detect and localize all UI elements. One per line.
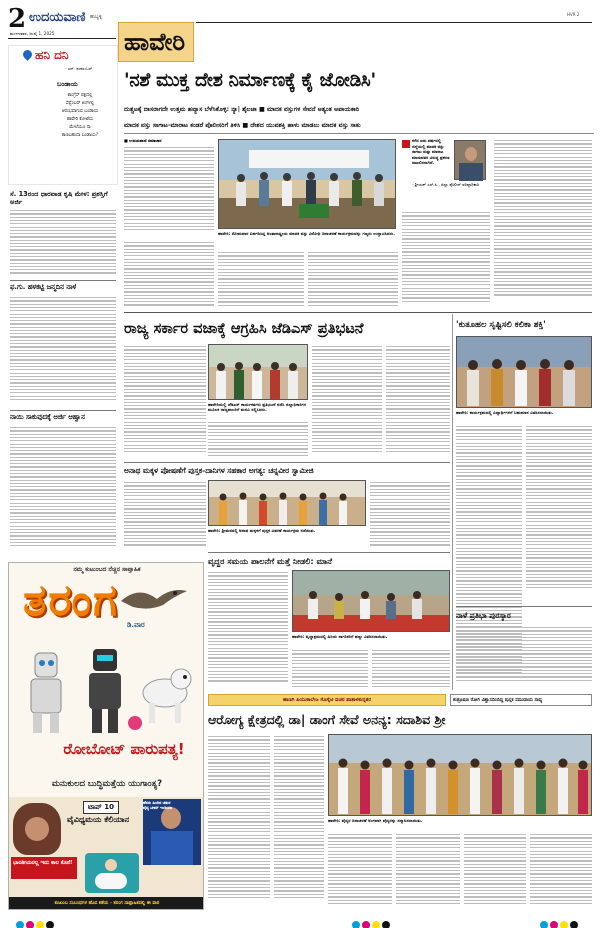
quote-author: - ಶ್ರೀಯಶ್ ಎಸ್.ಪಿ., ಜಿಲ್ಲಾ ಪೊಲೀಸ್ ವರಿಷ್ಠಾಧಿಕಾರಿ bbox=[412, 182, 479, 187]
ad-tagline: ನಮ್ಮ ಕುಟುಂಬದ ನೆಚ್ಚಿನ ಸಾಪ್ತಾಹಿಕ bbox=[73, 566, 141, 573]
poem-body bbox=[45, 92, 115, 140]
orphan-text-col1 bbox=[124, 480, 206, 550]
elders-text-col2 bbox=[292, 648, 368, 692]
side-label-text: ಭಾರತೀಯರಲ್ಲ ಇದು ಕಾಲ ಕೊನೆ! bbox=[13, 860, 73, 866]
strip-right bbox=[450, 694, 592, 706]
hani-dani-author: - ಎನ್. ಶಂಕರಂಬರ್ bbox=[65, 66, 93, 71]
yoga-art bbox=[85, 853, 139, 893]
poem-line: ಮೇಲೆಯೂ ನಾ bbox=[69, 125, 91, 130]
brief-halakatti-text bbox=[10, 295, 116, 407]
pull-quote-text: ಕಳೆದ ಐದು ವರ್ಷದಲ್ಲಿ ಜಿಲ್ಲೆಯಲ್ಲಿ ಮಾದಕ ವಸ್ತು ಸಾಗಾಟ ಮತ್ತು ಮಾರಾಟ ಮಾಡುವವರ ವಿರುದ್ಧ ಪ್ರಕರಣ ದಾಖಲಿಸಲಾಗಿದೆ. bbox=[412, 138, 450, 165]
face-art bbox=[13, 803, 61, 855]
brief-halakatti-headline: ಫ.ಗು. ಹಳಕಟ್ಟಿ ಜನ್ಮದಿನ ನಾಳೆ bbox=[10, 283, 77, 291]
lead-headline: 'ನಶೆ ಮುಕ್ತ ದೇಶ ನಿರ್ಮಾಣಕ್ಕೆ ಕೈ ಜೋಡಿಸಿ' bbox=[124, 70, 376, 91]
orphan-photo-figures bbox=[209, 481, 366, 526]
brief-dog-license-headline: ನಾಯಿ ಸಾಕುವುದಕ್ಕೆ ಅರ್ಜಿ ಆಹ್ವಾನ bbox=[10, 413, 85, 421]
top10-badge: ಟಾಪ್ 10 bbox=[83, 801, 119, 814]
orphan-caption: ಹಾವೇರಿ: ಶ್ರೀಮಠದಲ್ಲಿ ಅನಾಥ ಮಕ್ಕಳಿಗೆ ಪುಸ್ತಕ ವಿತರಣೆ ಕಾರ್ಯಕ್ರಮ ನಡೆಯಿತು. bbox=[208, 528, 316, 533]
orphan-top-rule bbox=[124, 462, 450, 463]
ad-brand-sub: ಡಿ.ವಾರ bbox=[127, 621, 145, 629]
page-code: HVR 2 bbox=[567, 12, 580, 17]
quote-author-photo bbox=[454, 140, 486, 180]
elders-text-col3 bbox=[372, 648, 450, 692]
lead-text-col2 bbox=[218, 250, 304, 310]
health-text-col1 bbox=[208, 734, 270, 910]
side-label bbox=[11, 857, 77, 879]
kutuhala-photo-figures bbox=[457, 337, 592, 408]
jds-photo bbox=[208, 344, 308, 400]
lead-bottom-rule bbox=[124, 312, 592, 313]
pratibha-text bbox=[456, 625, 592, 687]
elders-photo-figures bbox=[293, 571, 450, 632]
robots-illustration bbox=[15, 643, 199, 735]
lead-photo-figures bbox=[219, 140, 396, 229]
left-divider-2 bbox=[10, 410, 116, 411]
pratibha-headline: ನಾಳೆ ಪ್ರತಿಭಾ ಪುರಸ್ಕಾರ bbox=[456, 611, 511, 620]
left-divider-1 bbox=[10, 280, 116, 281]
elders-top-rule bbox=[208, 552, 450, 553]
masthead-rule bbox=[8, 38, 116, 39]
kutuhala-text-col2 bbox=[526, 424, 592, 604]
jds-caption: ಹಾವೇರಿಯಲ್ಲಿ ಜೆಡಿಎಸ್ ಕಾರ್ಯಕರ್ತರು ಪ್ರತಿಭಟನೆ ನಡೆಸಿ ಜಿಲ್ಲಾಧಿಕಾರಿಗಳ ಮೂಲಕ ರಾಜ್ಯಪಾಲರಿಗೆ ಮನವಿ ಸಲ್ಲಿಸಿದರು. bbox=[208, 402, 307, 412]
registration-marks-left bbox=[16, 914, 56, 928]
elders-caption: ಹಾವೇರಿ: ವೃದ್ಧಾಶ್ರಮದಲ್ಲಿ ಹಿರಿಯ ನಾಗರಿಕರಿಗೆ ಹಣ್ಣು ವಿತರಿಸಲಾಯಿತು. bbox=[292, 634, 388, 639]
hani-dani-title: ಹನಿ ದನಿ bbox=[35, 48, 69, 62]
jds-text-col1 bbox=[124, 344, 206, 460]
paper-name: ಉದಯವಾಣಿ bbox=[29, 10, 86, 25]
lead-subhead-rule bbox=[124, 133, 594, 134]
bird-illustration bbox=[119, 581, 189, 619]
hani-dani-box bbox=[8, 45, 118, 185]
elders-text-col1 bbox=[208, 570, 288, 690]
health-headline: ಆರೋಗ್ಯ ಕ್ಷೇತ್ರದಲ್ಲಿ ಡಾ| ಡಾಂಗೆ ಸೇವೆ ಅನನ್ಯ: ಸದಾಶಿವ ಶ್ರೀ bbox=[208, 712, 446, 727]
poem-line: ಕಾಣಬಹುದಾ ಬಂಡಾಯ? bbox=[61, 133, 99, 138]
registration-marks-center bbox=[352, 914, 392, 928]
brief-krishi-mela-text bbox=[10, 208, 116, 278]
kutuhala-caption: ಹಾವೇರಿ: ಕಾರ್ಯಕ್ರಮದಲ್ಲಿ ವಿದ್ಯಾರ್ಥಿಗಳಿಗೆ ಬಹುಮಾನ ವಿತರಿಸಲಾಯಿತು. bbox=[456, 410, 554, 415]
poem-line: ಸೆಪ್ಟೆಂಬರ್ ತಿಂಗಳಲ್ಲಿ bbox=[65, 101, 95, 106]
lead-text-col3 bbox=[308, 250, 398, 310]
issue-date: ಮಂಗಳವಾರ, ಜುಲೈ 1, 2025 bbox=[10, 31, 55, 36]
pull-quote-icon bbox=[402, 140, 410, 148]
health-photo bbox=[328, 734, 592, 816]
taranga-ad[interactable] bbox=[8, 562, 204, 910]
kutuhala-photo bbox=[456, 336, 592, 408]
ad-footer bbox=[9, 897, 204, 910]
health-caption: ಹಾವೇರಿ: ವೈದ್ಯರ ದಿನಾಚರಣೆ ಅಂಗವಾಗಿ ವೈದ್ಯರನ್ನು ಸನ್ಮಾನಿಸಲಾಯಿತು. bbox=[328, 818, 423, 823]
registration-marks-right bbox=[540, 914, 580, 928]
lead-byline: ■ ಉದಯವಾಣಿ ಸಮಾಚಾರ bbox=[124, 138, 162, 143]
lead-text-col1 bbox=[124, 145, 214, 235]
lead-text-col4 bbox=[402, 210, 490, 310]
poem-line: ಹಾವೇರಿ ಕೋಟೆಯ bbox=[66, 117, 94, 122]
ad-bottom-panel bbox=[9, 797, 204, 897]
jds-text-col2 bbox=[208, 420, 308, 460]
poem-title: ಬಂಡಾಯ bbox=[57, 80, 78, 88]
top-rule bbox=[196, 22, 592, 23]
health-text-col2 bbox=[274, 734, 324, 910]
orphan-photo bbox=[208, 480, 366, 526]
ad-brand: ತರಂಗ bbox=[23, 575, 119, 626]
brief-krishi-mela-headline: ಸೆ. 13ರಂದ ಧಾರವಾಡ ಕೃಷಿ ಮೇಳ: ಪ್ರಶಸ್ತಿಗೆ ಅರ್ಜಿ bbox=[10, 190, 108, 206]
health-text-col5 bbox=[464, 832, 526, 910]
health-text-col4 bbox=[396, 832, 460, 910]
edition-tag: ಹುಬ್ಬಳ್ಳಿ bbox=[90, 14, 103, 20]
brief-dog-license-text bbox=[10, 425, 116, 555]
orphan-headline: ಅನಾಥ ಮಕ್ಕಳ ಪೋಷಣೆಗೆ ಪುಸ್ತಕ-ದಾನಿಗಳ ಸಹಕಾರ ಅಗತ್ಯ: ಚನ್ನವೀರ ಸ್ವಾಮೀಜಿ bbox=[124, 466, 314, 475]
lead-text-col5 bbox=[494, 138, 592, 308]
poem-line: ಕಾಂಗ್ರೆಸ್ ಪಕ್ಷದಲ್ಲಿ bbox=[67, 93, 93, 98]
health-text-col3 bbox=[328, 832, 392, 910]
strip-left bbox=[208, 694, 446, 706]
jds-photo-figures bbox=[209, 345, 308, 400]
drop-icon bbox=[21, 48, 34, 61]
elders-headline: ವೃದ್ಧರ ಸಮಯ ಪಾಲನೆಗೆ ಮತ್ತೆ ನೀಡಲಿ: ಮಾನೆ bbox=[208, 556, 333, 566]
strip-left-text: ಹಾಣಗಿ ಪಿಯುಕಾಲೇಜ ಸೊಸೈಟಿ ವಚನ ಪಾತಾಳಕುನ್ನತರ bbox=[283, 697, 371, 703]
health-photo-figures bbox=[329, 735, 592, 816]
lead-caption: ಹಾವೇರಿ: ಸೋಮವಾರ ಏರ್ಪಡಿಸಿದ್ದ ಅಂತಾರಾಷ್ಟ್ರೀಯ ಮಾದಕ ವಸ್ತು ವಿರೋಧಿ ದಿನಾಚರಣೆ ಕಾರ್ಯಕ್ರಮವನ್ನು ಗಣ್ಯರು ಉದ್ಘಾಟಿಸಿದರು. bbox=[218, 231, 395, 236]
orphan-text-col2 bbox=[370, 480, 450, 550]
jds-text-col4 bbox=[386, 344, 450, 460]
top10-text: ವೈವಿಧ್ಯಮಯ ಕೆಲಿಯಾನ bbox=[67, 815, 130, 824]
health-text-col6 bbox=[530, 832, 592, 910]
lead-subhead-1: ದುಶ್ಚಟಕ್ಕೆ ದಾಸರಾಗದೇ ಉತ್ತಮ ಹವ್ಯಾಸ ಬೆಳೆಸಿಕೊಳ್ಳಿ: ನ್ಯಾ| ಶೈಲಜಾ ■ ಮಾದಕ ವಸ್ತುಗಳ ಸೇವನೆ ಅತ್ಯಂತ ಅಪಾಯಕಾರಿ bbox=[124, 106, 360, 113]
jds-headline: ರಾಜ್ಯ ಸರ್ಕಾರ ವಜಾಕ್ಕೆ ಆಗ್ರಹಿಸಿ ಜೆಡಿಎಸ್ ಪ್ರತಿಭಟನೆ bbox=[124, 321, 364, 337]
lead-subhead-2: ಮಾದಕ ವಸ್ತು ಸಾಗಾಟ-ಮಾರಾಟ ಕಂಡರೆ ಪೊಲೀಸರಿಗೆ ತಿಳಿಸಿ ■ ದೇಶದ ಯುವಶಕ್ತಿ ಹಾಳು ಮಾಡಲು ಮಾದಕ ವಸ್ತು ಸಾಕು bbox=[124, 122, 361, 129]
kutuhala-headline: 'ಕುತೂಹಲ ಸೃಷ್ಟಿಸಲಿ ಕಲಿಕಾ ಶಕ್ತಿ' bbox=[456, 320, 546, 330]
right-col-divider bbox=[452, 314, 453, 690]
ad-footer-text: ಕುಟುಂಬ ಸಂಬಂಧಗಳ ಹೊಸ ಕತೆಯ - ತರಂಗ ಸಾಪ್ತಾಹಿಕದಲ್ಲಿ ಈ ವಾರ bbox=[54, 901, 160, 906]
lead-photo bbox=[218, 139, 396, 229]
strip-right-text: ಶುಶ್ರೂಷಣ ರೋಗಿ ವಿಶ್ವಾಸದಿಂದಿದ್ದ ಪುಸ್ತಕ ಸಮುದಾಯ ಸಾಧ್ಯ bbox=[453, 698, 543, 703]
poem-line: ಆರಂಭವಾಗುವ ಬಂಡಾಯ bbox=[61, 109, 99, 114]
ad-cover-sub: ಮನುಕುಲದ ಬುದ್ಧಿಮತ್ತೆಯ ಯುಗಾಂತ್ಯ? bbox=[51, 779, 163, 789]
ad-cover-title: ರೋಬೋಟ್ ಪಾರುಪತ್ಯ! bbox=[63, 740, 185, 758]
page-number: 2 bbox=[8, 4, 27, 34]
jds-text-col3 bbox=[312, 344, 382, 460]
section-title: ಹಾವೇರಿ bbox=[124, 28, 186, 56]
elders-photo bbox=[292, 570, 450, 632]
right-label: ಹೆಸರು ಹಿಂದಿನ ಚತುರ ವೈದ್ಯ ಟೀಮ್ ಇಂಡಿಯಾ bbox=[143, 800, 172, 810]
pratibha-box bbox=[456, 606, 592, 690]
lead-text-col0b bbox=[124, 240, 214, 310]
